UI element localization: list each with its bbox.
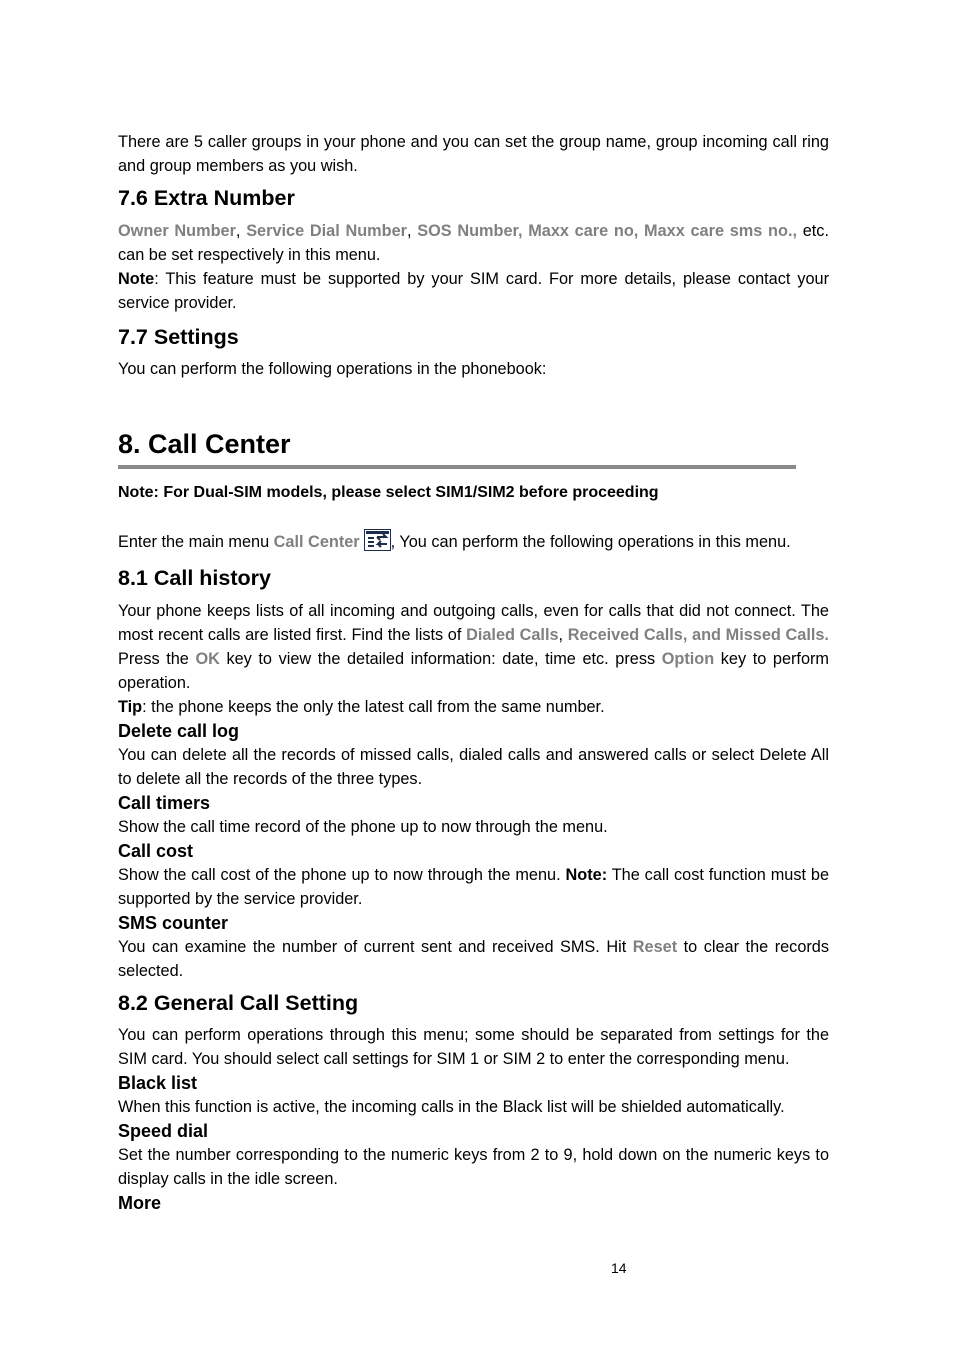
call-cost-note-label: Note: — [565, 866, 608, 884]
call-history-tip: Tip: the phone keeps the only the latest call from the same number. — [118, 698, 605, 716]
service-dial-number-term: Service Dial Number — [246, 222, 407, 240]
dialed-calls-term: Dialed Calls — [466, 626, 559, 644]
sms-counter-text: You can examine the number of current sent and received SMS. Hit Reset to clear the records selected. — [118, 938, 829, 980]
section-8-2-title: 8.2 General Call Setting — [118, 991, 359, 1015]
black-list-title: Black list — [118, 1073, 198, 1093]
ok-key-term: OK — [195, 650, 220, 668]
more-title: More — [118, 1193, 162, 1213]
missed-calls-term: , and Missed Calls. — [682, 626, 829, 644]
extra-number-paragraph: Owner Number, Service Dial Number, SOS Number, Maxx care no, Maxx care sms no., etc. can be set respectively in this menu. — [118, 222, 829, 264]
call-timers-title: Call timers — [118, 793, 211, 813]
delete-call-log-text: You can delete all the records of missed calls, dialed calls and answered calls or select Delete All to delete all the records of the three types. — [118, 746, 829, 788]
black-list-text: When this function is active, the incoming calls in the Black list will be shielded automatically. — [118, 1098, 785, 1116]
section-7-6-title: 7.6 Extra Number — [118, 186, 295, 210]
caller-groups-paragraph: There are 5 caller groups in your phone and you can set the group name, group incoming call ring and group members as you wish. — [118, 133, 829, 175]
speed-dial-title: Speed dial — [118, 1121, 209, 1141]
section-7-7-title: 7.7 Settings — [118, 325, 239, 349]
section-8-1-title: 8.1 Call history — [118, 566, 271, 590]
chapter-8-title: 8. Call Center — [118, 429, 291, 459]
general-call-setting-text: You can perform operations through this menu; some should be separated from settings for the SIM card. You should select call settings for SIM 1 or SIM 2 to enter the corresponding menu. — [118, 1026, 829, 1068]
reset-term: Reset — [632, 938, 678, 956]
owner-number-term: Owner Number — [118, 222, 236, 240]
document-page — [118, 130, 829, 1215]
call-center-term: Call Center — [273, 533, 360, 551]
call-timers-text: Show the call time record of the phone up to now through the menu. — [118, 818, 608, 836]
option-key-term: Option — [661, 650, 715, 668]
extra-number-note: Note: This feature must be supported by your SIM card. For more details, please contact your service provider. — [118, 270, 829, 312]
received-calls-term: Received Calls — [567, 626, 683, 644]
speed-dial-text: Set the number corresponding to the numeric keys from 2 to 9, hold down on the numeric keys to display calls in the idle screen. — [118, 1146, 829, 1188]
chapter-divider — [118, 465, 796, 469]
delete-call-log-title: Delete call log — [118, 721, 240, 741]
call-cost-text: Show the call cost of the phone up to now through the menu. Note: The call cost function must be supported by the service provider. — [118, 866, 829, 908]
sos-number-term: SOS Number, Maxx care no, Maxx care sms no., — [417, 222, 797, 240]
settings-paragraph: You can perform the following operations in the phonebook: — [118, 360, 547, 378]
tip-label: Tip — [118, 698, 143, 716]
call-center-icon — [364, 529, 391, 558]
page-number: 14 — [611, 1260, 627, 1276]
call-cost-title: Call cost — [118, 841, 194, 861]
dual-sim-note: Note: For Dual-SIM models, please select SIM1/SIM2 before proceeding — [118, 484, 659, 501]
call-center-intro: Enter the main menu Call Center , You can perform the following operations in this menu. — [118, 529, 829, 558]
sms-counter-title: SMS counter — [118, 913, 229, 933]
note-label: Note — [118, 270, 155, 288]
call-history-paragraph: Your phone keeps lists of all incoming and outgoing calls, even for calls that did not connect. The most recent calls are listed first. Find the lists of Dialed Calls, Received Calls, and Missed Calls. Press the OK key to view the detailed information: date, time etc. press Option key to perform operation. — [118, 602, 829, 692]
